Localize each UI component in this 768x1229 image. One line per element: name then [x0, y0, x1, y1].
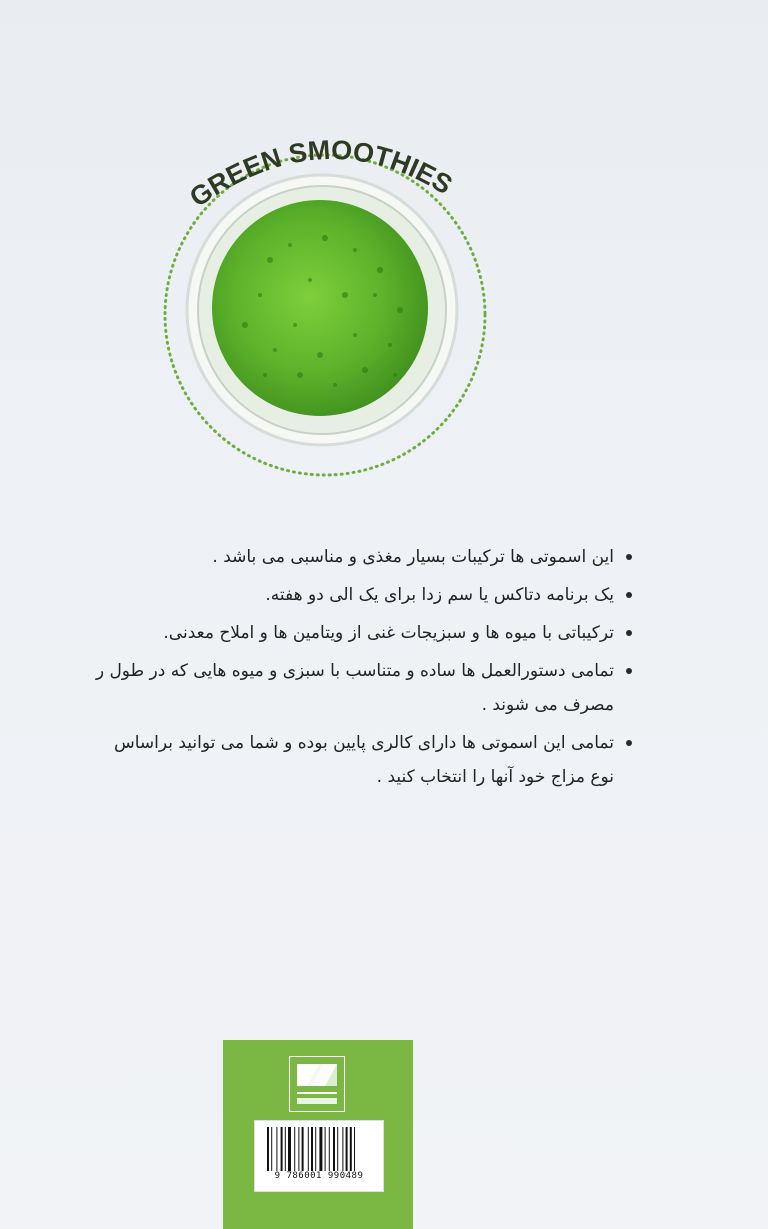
- barcode-bar: [333, 1127, 335, 1171]
- list-item: [0, 540, 640, 574]
- bullet-dot: [626, 592, 632, 598]
- bullet-dot: [626, 668, 632, 674]
- barcode-bars: [265, 1127, 373, 1171]
- barcode-bar: [271, 1127, 272, 1171]
- barcode-bar: [319, 1127, 322, 1171]
- list-item-text: این اسموتی ها ترکیبات بسیار مغذی و مناسبی می باشد .: [212, 547, 614, 567]
- list-item-text: نوع مزاج خود آنها را انتخاب کنید .: [376, 767, 614, 787]
- barcode-bar: [281, 1127, 283, 1171]
- list-item: [0, 616, 640, 650]
- list-item-text: مصرف می شوند .: [481, 695, 614, 715]
- list-item: [0, 654, 640, 722]
- barcode-bar: [354, 1127, 355, 1171]
- publisher-panel: [223, 1040, 413, 1229]
- barcode-bar: [342, 1127, 343, 1171]
- bullet-dot: [626, 554, 632, 560]
- barcode-bar: [276, 1127, 277, 1171]
- barcode-bar: [294, 1127, 295, 1171]
- list-item-text: ترکیباتی با میوه ها و سبزیجات غنی از ویتامین ها و املاح معدنی.: [163, 623, 614, 643]
- barcode-bar: [325, 1127, 326, 1171]
- green-smoothie-emblem: [150, 120, 500, 480]
- barcode-bar: [315, 1127, 316, 1171]
- barcode-bar: [267, 1127, 269, 1171]
- list-item-text: تمامی این اسموتی ها دارای کالری پایین بوده و شما می توانید براساس: [113, 733, 614, 753]
- smoothie-surface: [212, 200, 428, 416]
- barcode-bar: [337, 1127, 338, 1171]
- barcode-bar: [350, 1127, 352, 1171]
- barcode-bar: [346, 1127, 348, 1171]
- barcode-bar: [329, 1127, 330, 1171]
- publisher-logo-icon: [289, 1056, 345, 1112]
- barcode-number: 9 786001 990489: [274, 1171, 364, 1181]
- emblem-title: GREEN SMOOTHIES: [184, 134, 458, 213]
- bullet-dot: [626, 630, 632, 636]
- barcode-bar: [311, 1127, 313, 1171]
- barcode-bar: [288, 1127, 291, 1171]
- barcode-bar: [285, 1127, 286, 1171]
- barcode-bar: [298, 1127, 299, 1171]
- bullet-dot: [626, 740, 632, 746]
- list-item-text: تمامی دستورالعمل ها ساده و متناسب با سبزی و میوه هایی که در طول ر: [95, 661, 614, 681]
- barcode-bar: [308, 1127, 309, 1171]
- feature-list: [0, 540, 640, 798]
- list-item: [0, 578, 640, 612]
- barcode: [254, 1120, 384, 1192]
- list-item-text: یک برنامه دتاکس یا سم زدا برای یک الی دو هفته.: [265, 585, 614, 605]
- barcode-bar: [302, 1127, 304, 1171]
- list-item: [0, 726, 640, 794]
